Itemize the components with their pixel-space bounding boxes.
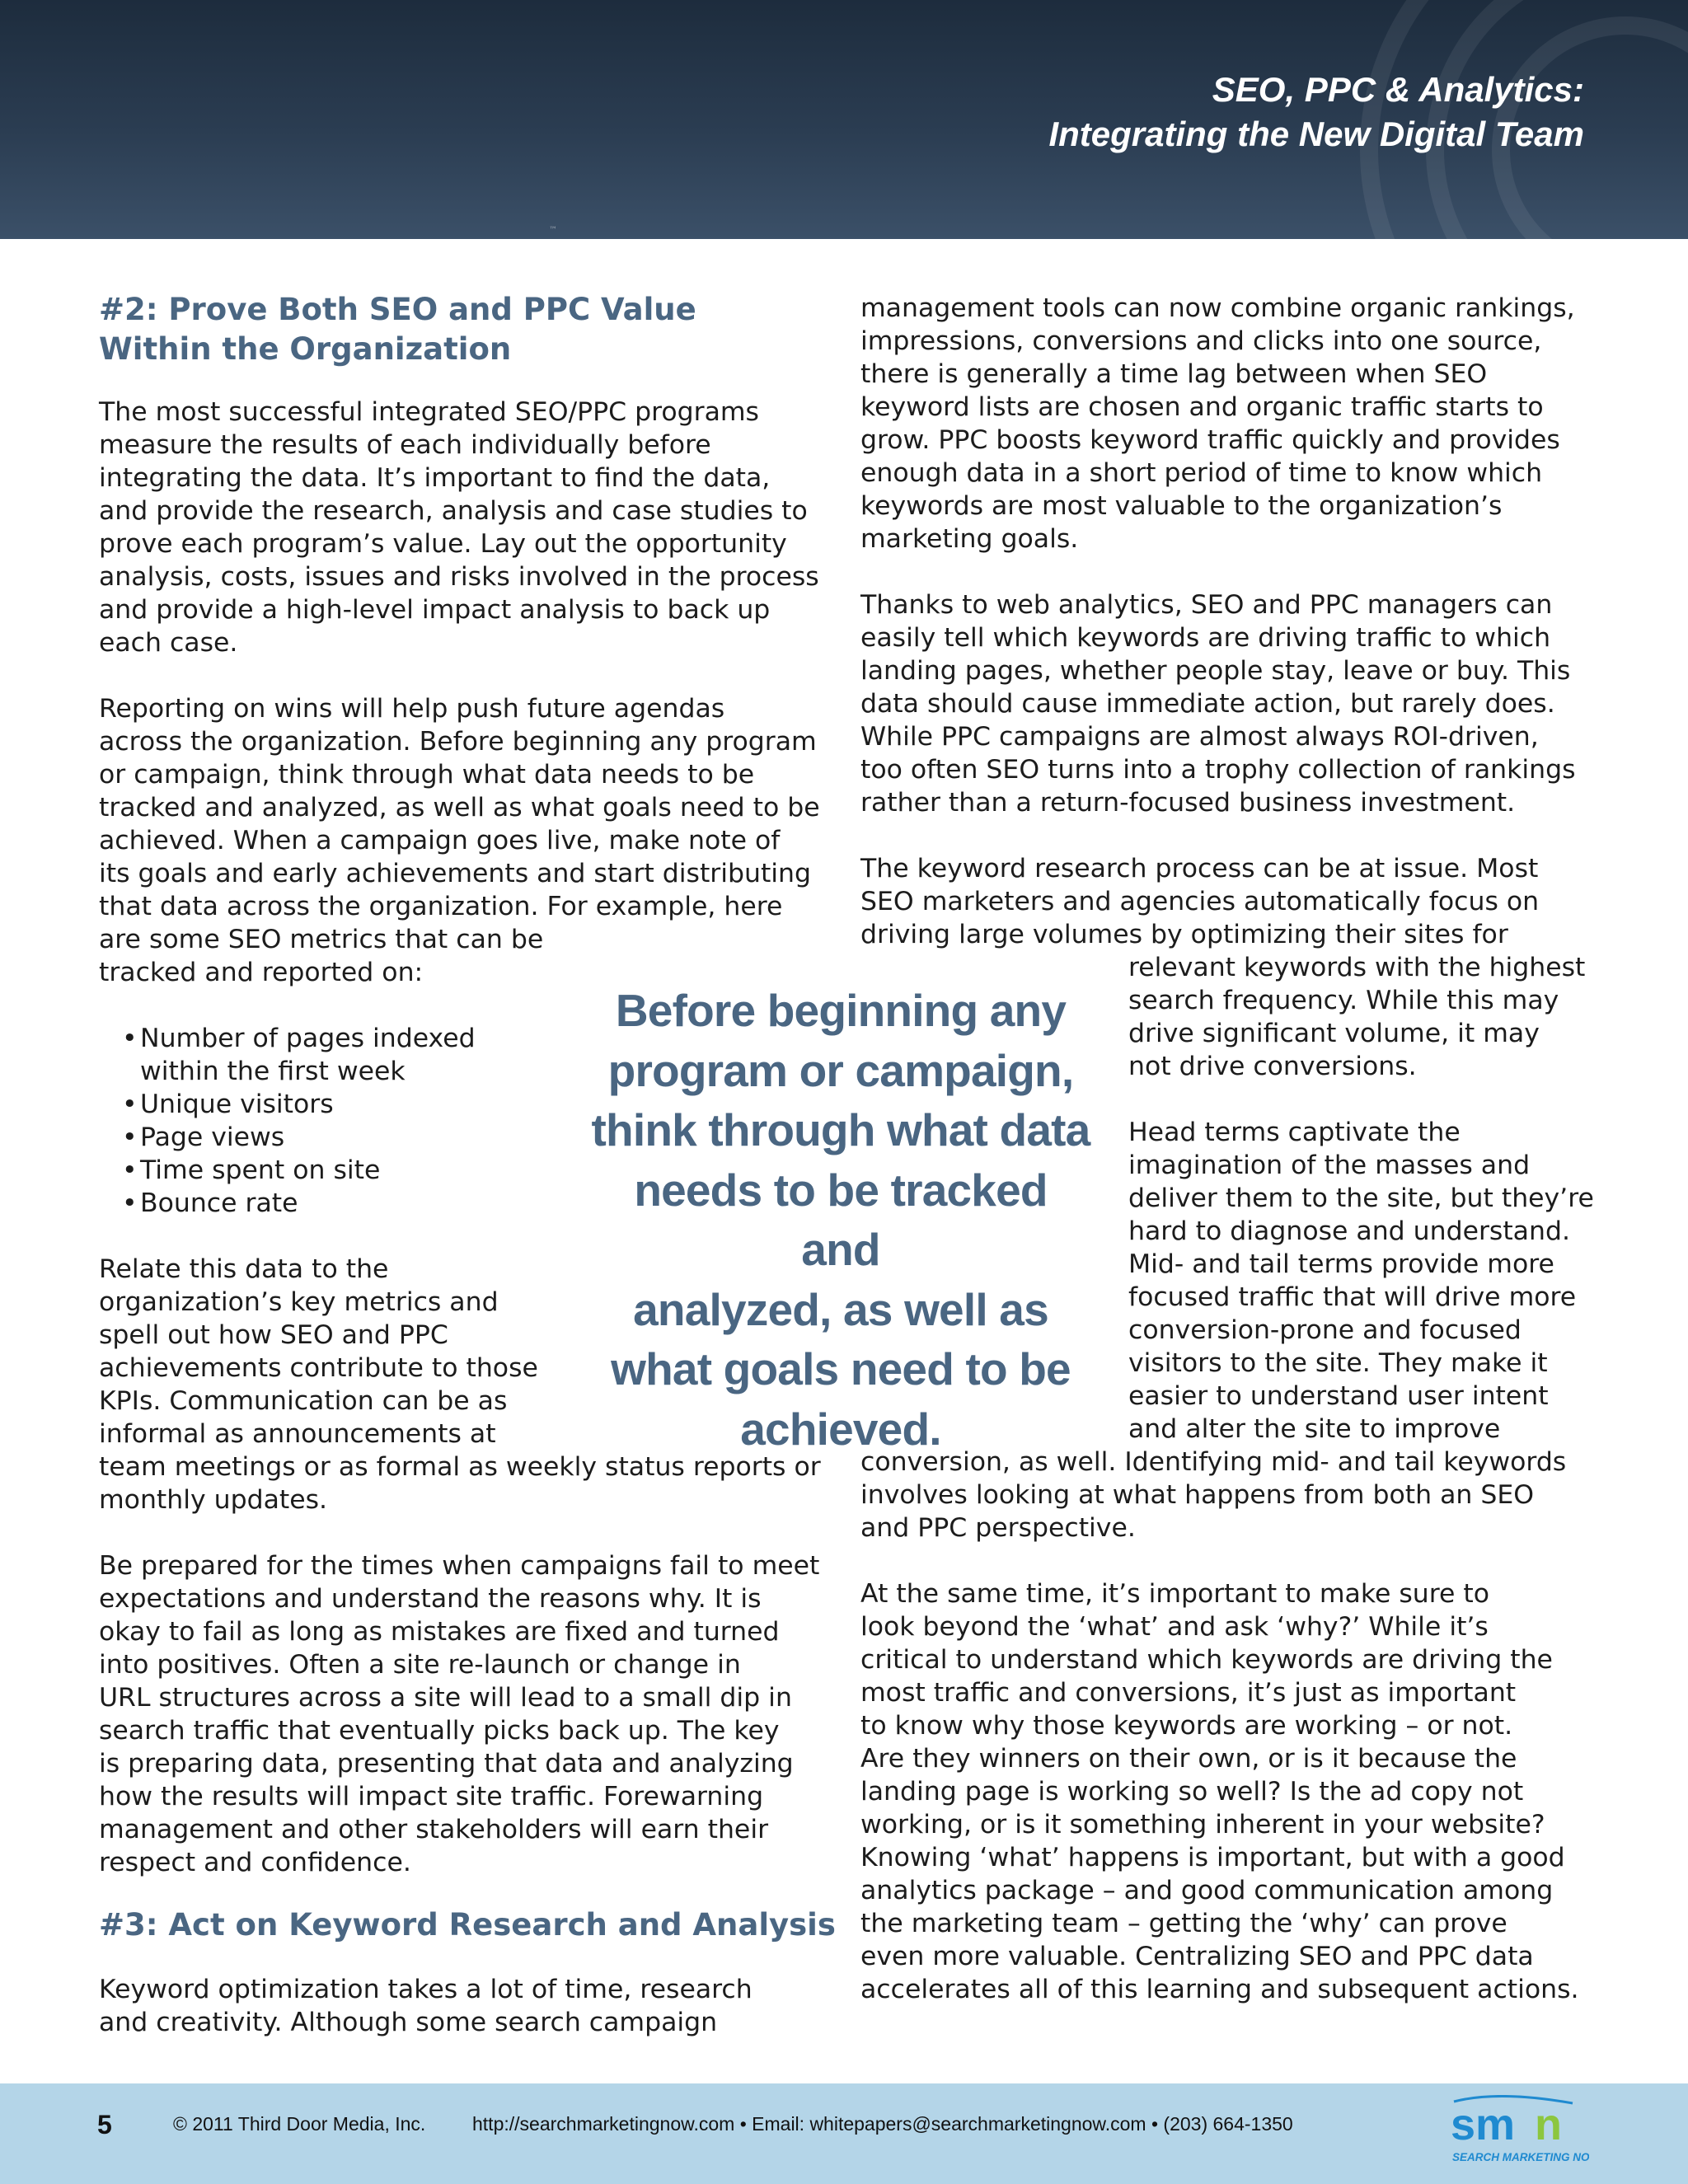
list-item: • Unique visitors <box>122 1088 841 1121</box>
right-column-bottom <box>860 1446 1619 2006</box>
trademark-mark: ™ <box>549 226 557 235</box>
section-heading-3: #3: Act on Keyword Research and Analysis <box>99 1907 836 1943</box>
pull-quote: Before beginning any program or campaign, think through what data needs to be tracked and analyzed, as well as what goals need to be achieved. <box>591 985 1090 1455</box>
paragraph: Thanks to web analytics, SEO and PPC managers can easily tell which keywords are driving traffic to which landing pages, whether people stay, leave or buy. This data should cause immediate action, but rarely does. While PPC campaigns are almost always ROI-driven, too often SEO turns into a trophy collection of rankings rather than a return-focused business investment. <box>860 590 1576 818</box>
list-item: • Page views <box>122 1121 841 1154</box>
page-header <box>0 0 1688 239</box>
right-column-wrap <box>1128 951 1623 1446</box>
paragraph: conversion, as well. Identifying mid- and tail keywords involves looking at what happens from both an SEO and PPC perspective. <box>860 1447 1567 1543</box>
svg-text:SEARCH MARKETING NOW: SEARCH MARKETING NOW <box>1452 2151 1589 2163</box>
paragraph: Be prepared for the times when campaigns fail to meet expectations and understand the reasons why. It is okay to fail as long as mistakes are fixed and turned into positives. Often a site re-launch or change in URL structures across a site will lead to a small dip in search traffic that eventually picks back up. The key is preparing data, presenting that data and analyzing how the results will impact site traffic. Forewarning management and other stakeholders will earn their respect and confidence. <box>99 1551 820 1877</box>
paragraph: The keyword research process can be at issue. Most SEO marketers and agencies automatically focus on driving large volumes by optimizing their sites for <box>860 854 1540 949</box>
smn-logo <box>1449 2095 1589 2174</box>
svg-text:sm: sm <box>1451 2100 1516 2149</box>
paragraph: Head terms captivate the imagination of the masses and deliver them to the site, but they’re hard to diagnose and understand. Mid- and tail terms provide more focused traffic that will drive more conversion-prone and focused visitors to the site. They make it easier to understand user intent and alter the site to improve <box>1128 1118 1594 1444</box>
paragraph: relevant keywords with the highest search frequency. While this may drive significant volume, it may not drive conversions. <box>1128 953 1586 1081</box>
paragraph: Keyword optimization takes a lot of time, research and creativity. Although some search campaign <box>99 1975 753 2037</box>
document-title-line2: Integrating the New Digital Team <box>1048 115 1584 153</box>
copyright-notice: © 2011 Third Door Media, Inc. <box>173 2113 426 2135</box>
section-heading-2: #2: Prove Both SEO and PPC Value Within the Organization <box>99 292 696 367</box>
paragraph: Reporting on wins will help push future agendas across the organization. Before beginning any program or campaign, think through what data needs to be tracked and analyzed, as well as what goals need to be achieved. When a campaign goes live, make note of its goals and early achievements and start distributing that data across the organization. For example, here are some SEO metrics that can be tracked and reported on: <box>99 694 820 987</box>
document-title-line1: SEO, PPC & Analytics: <box>1212 70 1584 109</box>
list-item: • Number of pages indexed within the first week <box>122 1022 841 1088</box>
paragraph: The most successful integrated SEO/PPC programs measure the results of each individually before integrating the data. It’s important to find the data, and provide the research, analysis and case studies to prove each program’s value. Lay out the opportunity analysis, costs, issues and risks involved in the process and provide a high-level impact analysis to back up each case. <box>99 397 819 658</box>
list-item: • Time spent on site <box>122 1154 841 1187</box>
paragraph: management tools can now combine organic rankings, impressions, conversions and clicks into one source, there is generally a time lag between when SEO keyword lists are chosen and organic traffic starts to grow. PPC boosts keyword traffic quickly and provides enough data in a short period of time to know which keywords are most valuable to the organization’s marketing goals. <box>860 293 1575 554</box>
paragraph: Relate this data to the organization’s key metrics and spell out how SEO and PPC achievements contribute to those KPIs. Communication can be as informal as announcements at team meetings or as formal as weekly status reports or monthly updates. <box>99 1254 821 1515</box>
page-footer <box>0 2083 1688 2184</box>
list-item: • Bounce rate <box>122 1187 841 1220</box>
paragraph: At the same time, it’s important to make sure to look beyond the ‘what’ and ask ‘why?’ While it’s critical to understand which keywords are driving the most traffic and conversions, it’s just as important to know why those keywords are working – or not. Are they winners on their own, or is it because the landing page is working so well? Is the ad copy not working, or is it something inherent in your website? Knowing ‘what’ happens is important, but with a good analytics package – and good communication among the marketing team – getting the ‘why’ can prove even more valuable. Centralizing SEO and PPC data accelerates all of this learning and subsequent actions. <box>860 1579 1579 2004</box>
document-title <box>1048 68 1584 157</box>
svg-text:n: n <box>1535 2100 1562 2149</box>
page-number: 5 <box>97 2110 112 2139</box>
contact-info: http://searchmarketingnow.com • Email: whitepapers@searchmarketingnow.com • (203) 664-1350 <box>472 2113 1293 2135</box>
right-column-top <box>860 292 1619 951</box>
smn-logo-icon <box>1449 2095 1589 2174</box>
